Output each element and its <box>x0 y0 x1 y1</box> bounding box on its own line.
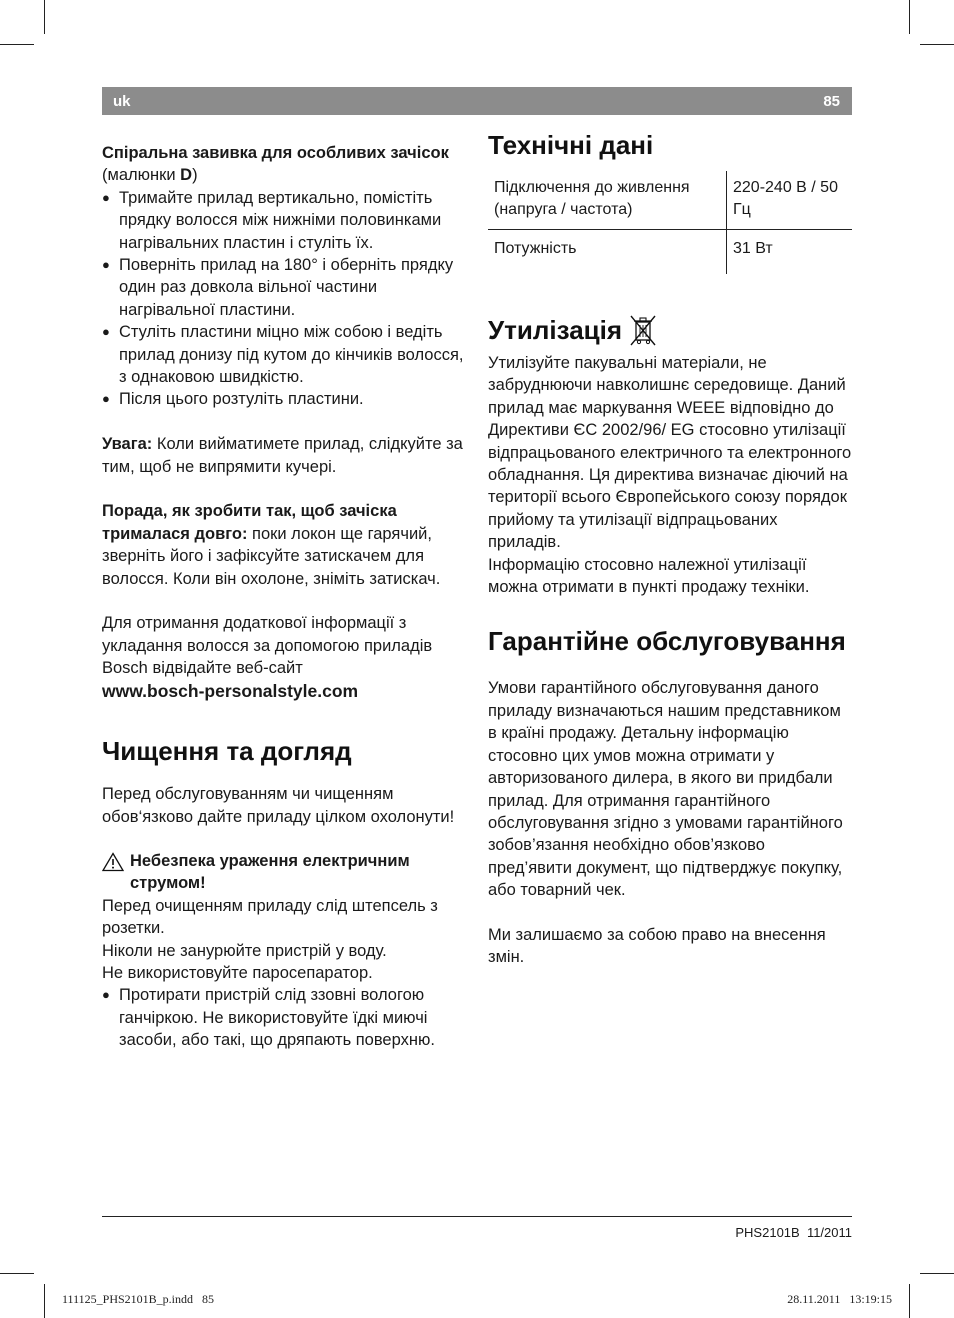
cleaning-intro: Перед обслуговуванням чи чищенням обов‘язково дайте приладу цілком охолонути! <box>102 785 455 826</box>
footer-info <box>735 1225 852 1240</box>
table-row <box>488 230 852 275</box>
list-item: ● Стуліть пластини міцно між собою і ведіть прилад донизу під кутом до кінчиків волосся, з однаковою швидкістю. <box>102 321 466 388</box>
electric-warning <box>102 850 466 895</box>
warning-triangle-icon <box>102 852 124 878</box>
crop-mark <box>0 1273 34 1274</box>
tip-text: поки локон ще гарячий, зверніть його і зафіксуйте затискачем для волосся. Коли він охолоне, зніміть затискач. <box>102 524 441 588</box>
spec-label: Потужність <box>488 230 727 275</box>
spiral-title: Спіральна завивка для особливих зачісок <box>102 144 449 162</box>
more-info-text: Для отримання додаткової інформації з укладання волосся за допомогою приладів Bosch відвідайте веб-сайт <box>102 614 433 678</box>
left-column <box>102 142 466 1052</box>
tip-note <box>102 500 466 590</box>
tech-data-table <box>488 171 852 274</box>
footer-divider <box>102 1216 852 1217</box>
list-item: ● Після цього розтуліть пластини. <box>102 388 466 410</box>
spiral-figure-letter: D <box>180 166 193 185</box>
page-header-bar <box>102 87 852 115</box>
list-item: ● Поверніть прилад на 180° і оберніть прядку один раз довкола вільної частини нагрівальної пластини. <box>102 254 466 321</box>
spiral-heading <box>102 142 466 187</box>
list-item: ● Тримайте прилад вертикально, помістіть прядку волосся між нижніми половинками нагрівальних пластин і стуліть їх. <box>102 187 466 254</box>
warranty-paragraph: Ми залишаємо за собою право на внесення змін. <box>488 925 826 967</box>
page-number: 85 <box>823 93 840 110</box>
language-code: uk <box>113 93 131 110</box>
website-link[interactable]: www.bosch-personalstyle.com <box>102 680 359 701</box>
cleaning-steps <box>102 984 466 1051</box>
tech-data-heading: Технічні дані <box>488 130 654 160</box>
crop-mark <box>909 0 910 34</box>
list-item: ● Протирати пристрій слід ззовні вологою ганчіркою. Не використовуйте їдкі миючі засоби, або такі, що дряпають поверхню. <box>102 984 466 1051</box>
spiral-figure-prefix: (малюнки <box>102 166 181 185</box>
crop-mark <box>44 0 45 34</box>
tip-label: Порада, як зробити так, щоб зачіска трималася довго: <box>102 502 397 543</box>
model-code: PHS2101B <box>735 1225 800 1240</box>
disposal-heading <box>488 314 852 346</box>
spec-value: 31 Вт <box>733 240 773 257</box>
cleaning-line: Ніколи не занурюйте пристрій у воду. <box>102 941 387 960</box>
cleaning-line: Перед очищенням приладу слід штепсель з розетки. <box>102 896 438 938</box>
print-slug-file: 111125_PHS2101B_p.indd 85 <box>62 1292 215 1306</box>
warranty-heading: Гарантійне обслуговування <box>488 626 846 657</box>
disposal-paragraph: Утилізуйте пакувальні матеріали, не забруднюючи навколишнє середовище. Даний прилад має маркування WEEE відповідно до Директиви ЄС 2002/96/ EG стосовно утилізації відпрацьованого електричного та електронного обладнання. Ця директива визначає діючий на території всього Європейського союзу порядок прийому та утилізації відпрацьованих приладів. <box>488 354 852 552</box>
crop-mark <box>909 1284 910 1318</box>
caution-text: Коли вийматимете прилад, слідкуйте за тим, щоб не випрямити кучері. <box>102 435 463 476</box>
spiral-steps <box>102 187 466 411</box>
crossed-out-bin-icon <box>630 314 656 346</box>
crop-mark <box>0 44 34 45</box>
warning-title: Небезпека ураження електричним струмом! <box>130 851 410 893</box>
crop-mark <box>920 1273 954 1274</box>
spiral-figure-suffix: ) <box>192 166 198 185</box>
disposal-title: Утилізація <box>488 314 623 345</box>
right-column <box>488 130 852 969</box>
disposal-paragraph: Інформацію стосовно належної утилізації можна отримати в пункті продажу техніки. <box>488 555 810 597</box>
spec-value: 220-240 В / 50 Гц <box>727 171 853 230</box>
edition-date: 11/2011 <box>806 1225 852 1240</box>
cleaning-heading: Чищення та догляд <box>102 736 352 767</box>
spec-label: Підключення до живлення (напруга / частота) <box>488 171 727 230</box>
caution-label: Увага: <box>102 435 153 454</box>
crop-mark <box>44 1284 45 1318</box>
table-row <box>488 171 852 230</box>
warranty-paragraph: Умови гарантійного обслуговування даного приладу визначаються нашим представником в країні продажу. Детальну інформацію стосовно цих умов можна отримати у авторизованого дилера, в якого ви придбали прилад. Для отримання гарантійного обслуговування згідно з умовами гарантійного зобов’язання необхідно обов’язково пред’явити документ, що підтверджує покупку, або товарний чек. <box>488 679 843 900</box>
print-slug-timestamp: 28.11.2011 13:19:15 <box>787 1292 892 1306</box>
crop-mark <box>920 44 954 45</box>
cleaning-line: Не використовуйте паросепаратор. <box>102 963 373 982</box>
caution-note <box>102 433 466 478</box>
